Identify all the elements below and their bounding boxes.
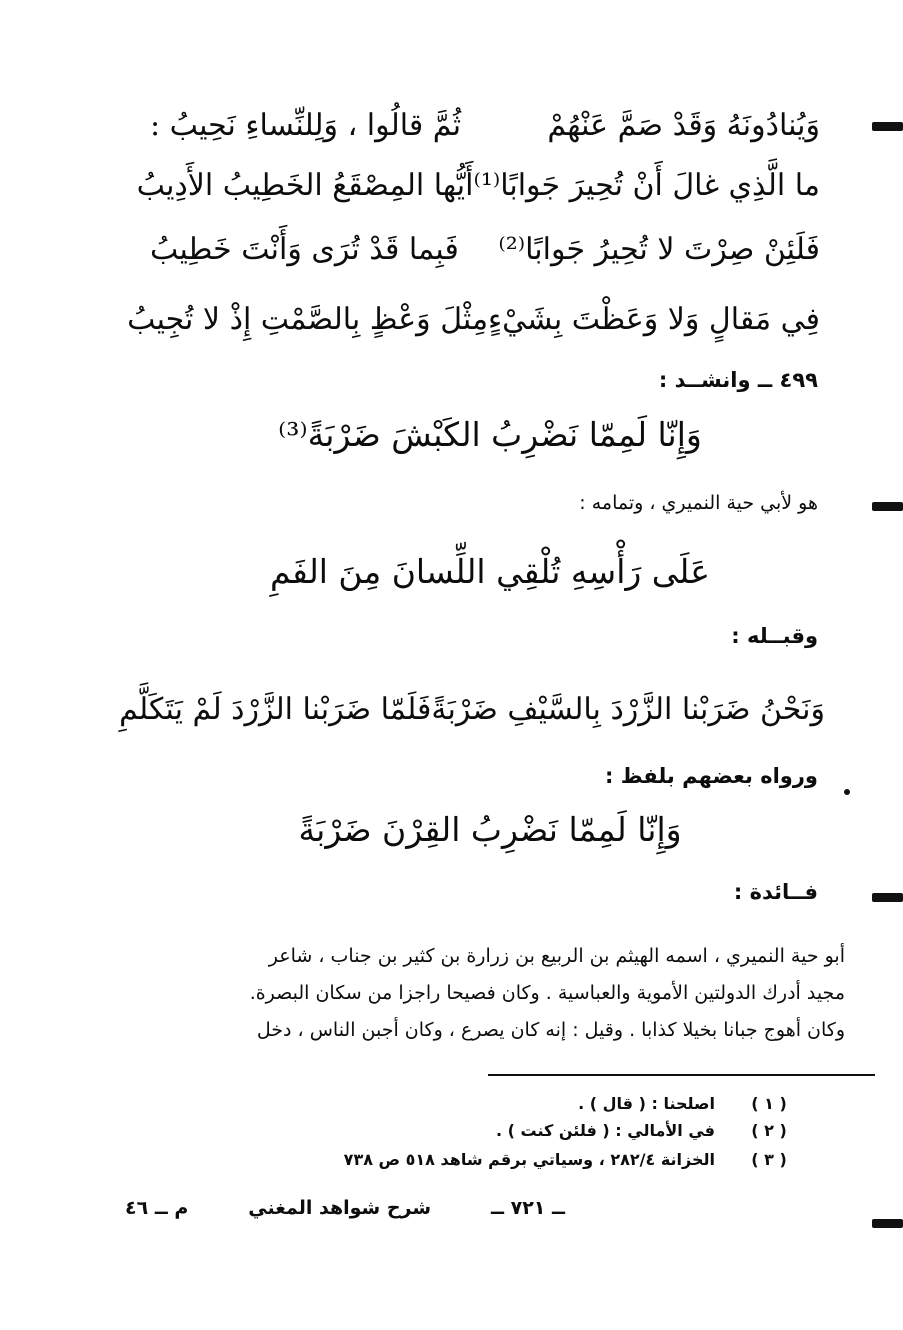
footnote-number: ( ٢ ) (751, 1121, 787, 1140)
footnote (344, 1150, 793, 1169)
benefit-heading: فــائدة : (733, 880, 818, 904)
footnote-text: في الأمالي : ( فلئن كنت ) . (496, 1121, 715, 1140)
book-title: شرح شواهد المغني (248, 1197, 432, 1219)
verse-line (119, 680, 825, 738)
verse-first-hemistich: ما الَّذِي غالَ أَنْ تُحِيرَ جَوابًا⁽¹⁾ (473, 167, 820, 203)
verse-second-hemistich: مِثْلَ وَعْظٍ بِالصَّمْتِ إِذْ لا تُجِيبُ (127, 301, 489, 337)
quoted-verse: وَإِنّا لَمِمّا نَضْرِبُ الكَبْشَ ضَرْبَةً⁽³⁾ (278, 415, 702, 454)
verse-second-hemistich: فَبِما قَدْ تُرَى وَأَنْتَ خَطِيبُ (150, 231, 459, 267)
variant-heading: ورواه بعضهم بلفظ : (605, 764, 818, 788)
verse-line (150, 96, 820, 154)
verse-line (127, 290, 820, 348)
verse-line (136, 156, 820, 214)
ink-speck (844, 789, 850, 795)
footnote-text: الخزانة ٢٨٢/٤ ، وسياتي برقم شاهد ٥١٨ ص ٧٣٨ (343, 1150, 715, 1169)
footnote-number: ( ٣ ) (751, 1150, 787, 1169)
verse-first-hemistich: وَنَحْنُ ضَرَبْنا الزَّرْدَ بِالسَّيْفِ ضَرْبَةً (431, 691, 825, 727)
verse-line (150, 220, 820, 278)
paragraph-line: مجيد أدرك الدولتين الأموية والعباسية . وكان فصيحا راجزا من سكان البصرة. (249, 982, 845, 1004)
before-heading: وقبــله : (731, 624, 818, 648)
signature-mark: م ــ ٤٦ (125, 1197, 189, 1219)
verse-second-hemistich: ثُمَّ قالُوا ، وَلِلنِّساءِ نَحِيبُ : (150, 107, 462, 143)
margin-ink-mark (872, 502, 903, 511)
verse-second-hemistich: أَيُّها المِصْقَعُ الخَطِيبُ الأَدِيبُ (136, 167, 474, 203)
paragraph-line: وكان أهوج جبانا بخيلا كذابا . وقيل : إنه كان يصرع ، وكان أجبن الناس ، دخل (256, 1019, 845, 1041)
biography-paragraph (125, 938, 845, 1049)
verse-completion: عَلَى رَأْسِهِ تُلْقِي اللِّسانَ مِنَ الفَمِ (270, 552, 710, 591)
footnote (496, 1121, 793, 1140)
variant-verse: وَإِنّا لَمِمّا نَضْرِبُ القِرْنَ ضَرْبَةً (298, 810, 682, 849)
entry-heading: ٤٩٩ ــ وانشــد : (658, 368, 818, 392)
footnote (578, 1094, 793, 1113)
paragraph-line: أبو حية النميري ، اسمه الهيثم بن الربيع بن زرارة بن كثير بن جناب ، شاعر (268, 945, 845, 967)
margin-ink-mark (872, 893, 903, 902)
margin-ink-mark (872, 122, 903, 131)
verse-first-hemistich: فَلَئِنْ صِرْتَ لا تُحِيرُ جَوابًا⁽²⁾ (498, 231, 820, 267)
page-number: ــ ٧٢١ ــ (490, 1197, 565, 1219)
page-footer (125, 1197, 565, 1225)
footnote-text: اصلحنا : ( قال ) . (578, 1094, 715, 1113)
footnote-number: ( ١ ) (751, 1094, 787, 1113)
verse-first-hemistich: وَيُنادُونَهُ وَقَدْ صَمَّ عَنْهُمْ (547, 107, 820, 143)
footnote-divider (488, 1074, 875, 1076)
attribution-line: هو لأبي حية النميري ، وتمامه : (579, 492, 818, 514)
verse-second-hemistich: فَلَمّا ضَرَبْنا الزَّرْدَ لَمْ يَتَكَلَّمِ (119, 691, 432, 727)
margin-ink-mark (872, 1219, 903, 1228)
verse-first-hemistich: فِي مَقالٍ وَلا وَعَظْتَ بِشَيْءٍ (488, 301, 820, 337)
